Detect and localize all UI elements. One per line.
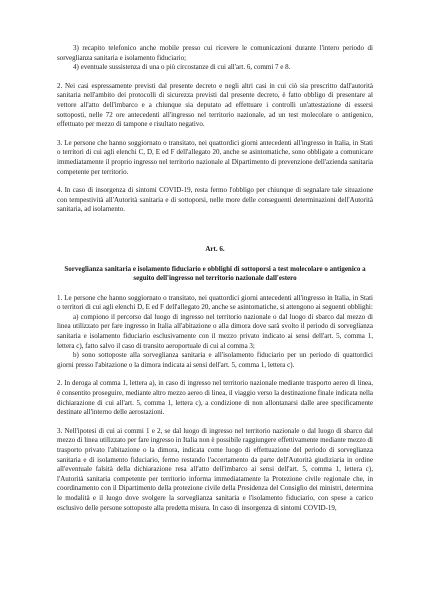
paragraph-comma-2: 2. Nei casi espressamente previsti dal presente decreto e negli altri casi in cui ciò sia prescritto dall'autorità sanitaria nell'ambito dei protocolli di sicurezza previsti dal presente decreto, è fatto obbligo di presentare al vettore all'atto dell'imbarco e a chiunque sia deputato ad effettuare i controlli un'attestazione di essersi sottoposti, nelle 72 ore antecedenti all'ingresso nel territorio nazionale, ad un test molecolare o antigenico, effettuato per mezzo di tampone e risultato negativo. xyxy=(57,81,373,129)
article-subtitle: Sorveglianza sanitaria e isolamento fiduciario e obblighi di sottoporsi a test molecolare o antigenico a seguito dell'ingresso nel territorio nazionale dall'estero xyxy=(64,264,366,283)
article-comma-2: 2. In deroga al comma 1, lettera a), in caso di ingresso nel territorio nazionale mediante trasporto aereo di linea, è consentito proseguire, mediante altro mezzo aereo di linea, il viaggio verso la destinazione finale indicata nella dichiarazione di cui all'art. 5, comma 1, lettera c), a condizione di non allontanarsi dalle aree specificamente destinate all'interno delle aerostazioni. xyxy=(57,379,373,417)
list-continuation xyxy=(57,44,373,73)
list-item: 3) recapito telefonico anche mobile presso cui ricevere le comunicazioni durante l'intero periodo di sorveglianza sanitaria e isolamento fiduciario; xyxy=(57,44,373,62)
article-title: Art. 6. xyxy=(205,244,225,253)
comma-1-item-a: a) compiono il percorso dal luogo di ingresso nel territorio nazionale o dal luogo di sbarco dal mezzo di linea utilizzato per fare ingresso in Italia all'abitazione o alla dimora dove sarà svolto il periodo di sorveglianza sanitaria e isolamento fiduciario esclusivamente con il mezzo privato indicato ai sensi dell'art. 5, comma 1, lettera c), fatto salvo il caso di transito aeroportuale di cui al comma 3; xyxy=(57,312,373,350)
comma-1-intro: 1. Le persone che hanno soggiornato o transitato, nei quattordici giorni antecedenti all'ingresso in Italia, in Stati o territori di cui agli elenchi D, E ed F dell'allegato 20, anche se asintomatiche, si attengono ai seguenti obblighi: xyxy=(57,293,373,312)
list-item: 4) eventuale sussistenza di una o più circostanze di cui all'art. 6, commi 7 e 8. xyxy=(73,63,291,72)
paragraph-comma-3: 3. Le persone che hanno soggiornato o transitato, nei quattordici giorni antecedenti all'ingresso in Italia, in Stati o territori di cui agli elenchi C, D, E ed F dell'allegato 20, anche se asintomatiche, sono obbligate a comunicare immediatamente il proprio ingresso nel territorio nazionale al Dipartimento di prevenzione dell'azienda sanitaria competente per territorio. xyxy=(57,138,373,176)
article-comma-1 xyxy=(57,294,373,371)
document-page xyxy=(57,44,373,522)
comma-1-item-b: b) sono sottoposte alla sorveglianza sanitaria e all'isolamento fiduciario per un periodo di quattordici giorni presso l'abitazione o la dimora indicata ai sensi dell'art. 5, comma 1, lettera c). xyxy=(57,351,373,369)
paragraph-comma-4: 4. In caso di insorgenza di sintomi COVID-19, resta fermo l'obbligo per chiunque di segnalare tale situazione con tempestività all'Autorità sanitaria e di sottoporsi, nelle more delle conseguenti determinazioni dell'Autorità sanitaria, ad isolamento. xyxy=(57,186,373,214)
article-comma-3: 3. Nell'ipotesi di cui ai commi 1 e 2, se dal luogo di ingresso nel territorio nazionale o dal luogo di sbarco dal mezzo di linea utilizzato per fare ingresso in Italia non è possibile raggiungere effettivamente mediante mezzo di trasporto privato l'abitazione o la dimora, indicata come luogo di effettuazione del periodo di sorveglianza sanitaria e di isolamento fiduciario, fermo restando l'accertamento da parte dell'Autorità giudiziaria in ordine all'eventuale falsità della dichiarazione resa all'atto dell'imbarco ai sensi dell'art. 5, comma 1, lettera c), l'Autorità sanitaria competente per territorio informa immediatamente la Protezione civile regionale che, in coordinamento con il Dipartimento della protezione civile della Presidenza del Consiglio dei ministri, determina le modalità e il luogo dove svolgere la sorveglianza sanitaria e l'isolamento fiduciario, con spese a carico esclusivo delle persone sottoposte alla predetta misura. In caso di insorgenza di sintomi COVID-19, xyxy=(57,426,373,512)
